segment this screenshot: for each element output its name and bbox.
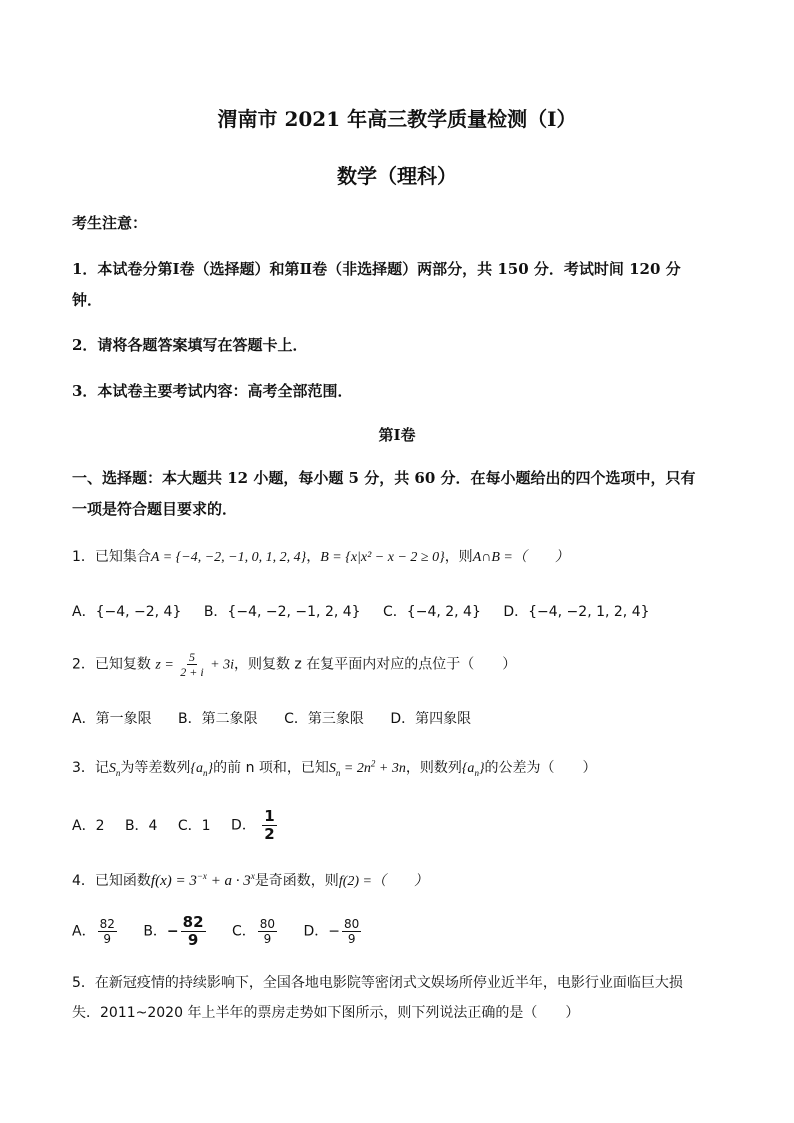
q3-option-d-label: D． xyxy=(231,817,256,834)
q3-formula xyxy=(328,758,406,778)
section-intro-line-1: 一、选择题：本大题共 12 小题，每小题 5 分，共 60 分．在每小题给出的四个选项中，只有 xyxy=(72,469,696,487)
q1-option-a: A．{−4, −2, 4} xyxy=(72,604,182,620)
question-5-line-2: 失．2011~2020 年上半年的票房走势如下图所示，则下列说法正确的是（ ） xyxy=(72,1005,580,1021)
q3-suffix: 的公差为（ ） xyxy=(484,760,597,776)
exam-title: 渭南市 2021 年高三教学质量检测（Ⅰ） xyxy=(217,107,577,131)
q4-option-a-label: A． xyxy=(72,923,96,940)
q3-option-a: A．2 xyxy=(72,817,105,834)
q4-option-b-denominator: 9 xyxy=(187,931,199,949)
q3-formula-subscript: n xyxy=(335,767,341,778)
notice-item-1-line-2: 钟． xyxy=(72,291,103,309)
q3-formula-s: S xyxy=(328,761,336,776)
notice-item-2: 2．请将各题答案填写在答题卡上． xyxy=(72,336,308,354)
q4-option-d xyxy=(304,917,364,946)
q1-ask: A∩B =（ ） xyxy=(472,550,569,565)
q3-sequence-again-open: {a xyxy=(461,761,475,776)
q1-separator: ， xyxy=(306,549,321,565)
q4-option-a-denominator: 9 xyxy=(103,932,112,946)
q1-prefix: 1．已知集合 xyxy=(72,549,151,565)
q3-mid-2: 的前 n 项和，已知 xyxy=(213,760,329,776)
q4-option-d-fraction xyxy=(342,917,361,946)
notice-item-1-line-1: 1．本试卷分第Ⅰ卷（选择题）和第Ⅱ卷（非选择题）两部分，共 150 分．考试时间 120 分 xyxy=(72,260,681,278)
q3-option-d-denominator: 2 xyxy=(264,825,275,843)
q3-mid-3: ，则数列 xyxy=(405,760,462,776)
q3-sequence-again-subscript: n xyxy=(474,767,479,778)
q3-formula-rest: = 2n xyxy=(340,761,371,776)
q2-prefix: 2．已知复数 xyxy=(72,656,151,673)
section-title: 第Ⅰ卷 xyxy=(378,426,416,444)
q4-option-a-fraction xyxy=(98,917,117,946)
q4-function-exponent-2: x xyxy=(250,871,255,881)
q3-sequence-again xyxy=(462,761,485,776)
q4-option-c xyxy=(232,917,279,946)
q3-option-b: B．4 xyxy=(124,817,158,834)
q4-prefix: 4．已知函数 xyxy=(72,873,151,889)
q2-fraction xyxy=(180,650,203,679)
q1-option-b: B．{−4, −2, −1, 2, 4} xyxy=(203,604,361,620)
q2-option-c: C．第三象限 xyxy=(284,711,364,727)
q3-option-d-numerator: 1 xyxy=(264,807,275,825)
q3-mid-1: 为等差数列 xyxy=(120,760,191,776)
notice-item-3: 3．本试卷主要考试内容：高考全部范围． xyxy=(72,382,353,400)
q3-sequence-close: } xyxy=(207,761,214,776)
q3-sequence xyxy=(190,761,213,776)
q2-suffix: ，则复数 z 在复平面内对应的点位于（ ） xyxy=(233,656,517,673)
q4-option-d-sign: − xyxy=(328,923,341,940)
q4-function-base: f(x) = 3 xyxy=(150,873,197,889)
q4-option-b xyxy=(143,914,207,949)
q4-option-a-numerator: 82 xyxy=(99,917,115,931)
q1-set-a: A = {−4, −2, −1, 0, 1, 2, 4} xyxy=(150,550,307,565)
question-1 xyxy=(72,546,569,566)
q4-option-b-fraction xyxy=(181,914,206,949)
question-5-line-1: 5．在新冠疫情的持续影响下，全国各地电影院等密闭式文娱场所停业近半年，电影行业面临巨大损 xyxy=(72,975,683,991)
q1-option-c: C．{−4, 2, 4} xyxy=(383,604,481,620)
q2-option-b: B．第二象限 xyxy=(178,711,258,727)
q3-sequence-subscript: n xyxy=(203,767,208,778)
q4-option-d-denominator: 9 xyxy=(347,932,356,946)
q4-option-c-label: C． xyxy=(231,923,256,940)
q2-fraction-denominator: 2 + i xyxy=(180,665,204,679)
question-2-options xyxy=(72,708,485,728)
q3-option-d xyxy=(231,808,279,843)
subject-title: 数学（理科） xyxy=(337,164,457,188)
q4-option-b-sign: − xyxy=(166,923,179,940)
q4-ask: f(2) =（ ） xyxy=(338,874,428,889)
question-1-options xyxy=(72,601,664,621)
question-4 xyxy=(72,870,428,890)
question-2 xyxy=(72,650,516,679)
q3-option-c: C．1 xyxy=(177,817,211,834)
q4-option-b-label: B． xyxy=(143,923,167,940)
q4-function xyxy=(151,873,255,889)
q3-option-d-fraction xyxy=(262,808,276,843)
q3-sequence-again-close: } xyxy=(478,761,485,776)
section-intro-line-2: 一项是符合题目要求的． xyxy=(72,500,238,518)
q3-sn xyxy=(109,761,121,776)
q4-option-c-denominator: 9 xyxy=(263,932,272,946)
q4-option-d-numerator: 80 xyxy=(344,917,360,931)
q4-option-c-numerator: 80 xyxy=(259,917,276,931)
q1-option-d: D．{−4, −2, 1, 2, 4} xyxy=(503,604,650,620)
question-3 xyxy=(72,757,597,778)
q4-mid: 是奇函数，则 xyxy=(254,873,339,889)
q1-suffix: ，则 xyxy=(444,549,473,565)
q2-option-d: D．第四象限 xyxy=(390,711,472,727)
q3-sn-subscript: n xyxy=(115,767,121,778)
q4-option-c-fraction xyxy=(258,917,277,946)
q1-set-b: B = {x|x² − x − 2 ≥ 0} xyxy=(320,550,445,565)
notice-heading: 考生注意： xyxy=(72,214,148,232)
question-4-options xyxy=(72,914,377,949)
question-3-options xyxy=(72,808,293,843)
q4-option-b-numerator: 82 xyxy=(182,913,204,931)
q4-function-exponent-1: −x xyxy=(196,871,207,881)
q2-tail: + 3i xyxy=(210,657,234,673)
q2-z-eq: z = xyxy=(155,657,174,673)
q2-option-a: A．第一象限 xyxy=(72,711,152,727)
q3-prefix: 3．记 xyxy=(72,760,109,776)
q4-option-d-label: D． xyxy=(303,923,329,940)
q3-sequence-open: {a xyxy=(190,761,204,776)
q2-fraction-numerator: 5 xyxy=(188,650,195,664)
q4-option-a xyxy=(72,917,119,946)
q3-sn-symbol: S xyxy=(108,761,116,776)
q3-formula-tail: + 3n xyxy=(375,761,406,776)
q4-function-mid: + a · 3 xyxy=(206,873,251,889)
q3-formula-superscript: 2 xyxy=(370,758,376,769)
